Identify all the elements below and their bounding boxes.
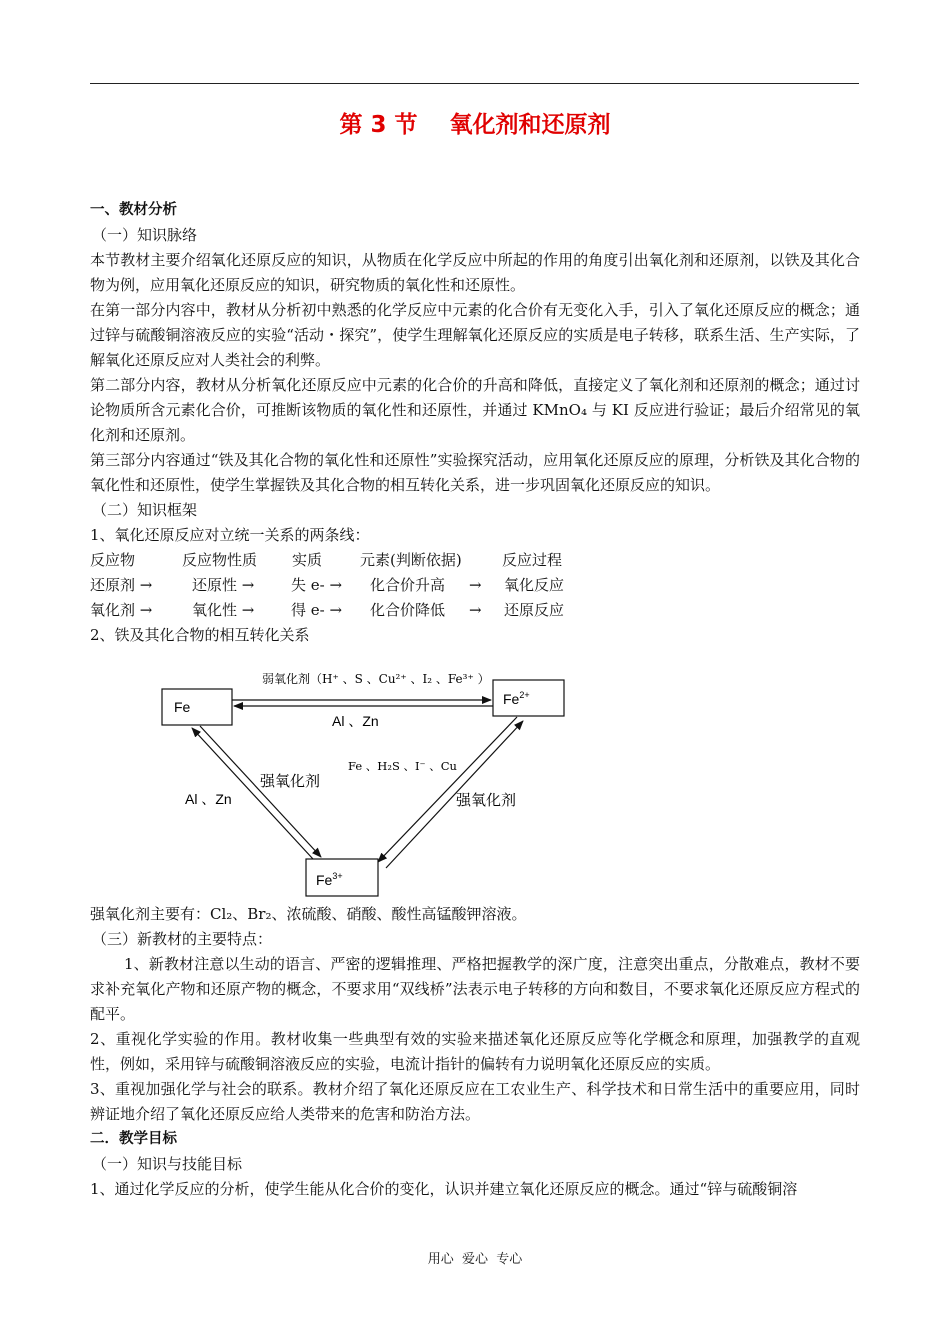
table-cell: 得 e- → [291, 601, 343, 619]
reductant-label-left: Al 、Zn [185, 791, 232, 807]
feature-paragraph: 3、重视加强化学与社会的联系。教材介绍了氧化还原反应在工农业生产、科学技术和日常生活中的重要应用，同时辨证地介绍了氧化还原反应给人类带来的危害和防治方法。 [90, 1080, 860, 1123]
table-header-cell: 反应物 [90, 551, 136, 569]
document-body [90, 198, 860, 1202]
iron-conversion-diagram [90, 652, 860, 902]
framework-line-1: 1、氧化还原反应对立统一关系的两条线： [90, 526, 370, 544]
table-cell: 化合价升高 [370, 576, 446, 594]
fe2-label: $Fe^{2+}$ [503, 690, 530, 707]
reductant-label-top: Al 、Zn [332, 713, 379, 729]
page-footer: 用心 爱心 专心 [427, 1252, 523, 1267]
table-cell: 氧化剂 → [90, 601, 153, 619]
table-cell: 氧化性 → [192, 601, 255, 619]
relation-table-row [90, 573, 860, 598]
table-header-cell: 实质 [292, 551, 323, 569]
strong-oxidants-line: 强氧化剂主要有：Cl₂、Br₂、浓硫酸、硝酸、酸性高锰酸钾溶液。 [90, 905, 527, 923]
table-cell: 化合价降低 [370, 601, 446, 619]
subheading-knowledge-context: （一）知识脉络 [92, 226, 198, 244]
table-cell: → [469, 576, 482, 594]
arrow-fe2-to-fe3 [378, 717, 517, 862]
weak-oxidant-label: 弱氧化剂（H⁺ 、S 、Cu²⁺ 、I₂ 、Fe³⁺ ） [262, 672, 490, 686]
strong-oxidant-label-left: 强氧化剂 [260, 772, 321, 790]
paragraph: 第二部分内容，教材从分析氧化还原反应中元素的化合价的升高和降低，直接定义了氧化剂和还原剂的概念；通过讨论物质所含元素化合价，可推断该物质的氧化性和还原性，并通过 KMnO₄ 与 KI 反应进行验证；最后介绍常见的氧化剂和还原剂。 [90, 376, 860, 444]
subheading-knowledge-framework: （二）知识框架 [92, 501, 198, 519]
table-cell: 还原反应 [504, 601, 565, 619]
fe-box [162, 689, 232, 725]
strong-oxidant-label-right: 强氧化剂 [456, 791, 517, 809]
feature-paragraph: 2、重视化学实验的作用。教材收集一些典型有效的实验来描述氧化还原反应等化学概念和原理，加强教学的直观性，例如，采用锌与硫酸铜溶液反应的实验，电流计指针的偏转有力说明氧化还原反应的实质。 [90, 1030, 860, 1073]
subheading-knowledge-skills: （一）知识与技能目标 [92, 1155, 243, 1173]
feature-paragraph: 1、新教材注意以生动的语言、严密的逻辑推理、严格把握教学的深广度，注意突出重点，分散难点，教材不要求补充氧化产物和还原产物的概念，不要求用“双线桥”法表示电子转移的方向和数目，不要求氧化还原反应方程式的配平。 [90, 955, 860, 1023]
framework-line-2: 2、铁及其化合物的相互转化关系 [90, 626, 310, 644]
table-cell: 失 e- → [291, 576, 343, 594]
header-rule [90, 83, 859, 84]
relation-table-row [90, 598, 860, 623]
table-cell: → [469, 601, 482, 619]
table-cell: 氧化反应 [504, 576, 565, 594]
reductant-label-right: Fe 、H₂S 、I⁻ 、Cu [348, 759, 457, 773]
fe-label: Fe [174, 699, 191, 715]
table-header-cell: 反应过程 [502, 551, 563, 569]
table-header-cell: 元素(判断依据) [360, 551, 462, 569]
iron-conversion-svg [90, 652, 860, 902]
table-cell: 还原剂 → [90, 576, 153, 594]
section-heading-2: 二．教学目标 [90, 1131, 177, 1147]
fe3-label: $Fe^{3+}$ [316, 871, 343, 888]
paragraph: 1、通过化学反应的分析，使学生能从化合价的变化，认识并建立氧化还原反应的概念。通过“锌与硫酸铜溶 [90, 1180, 798, 1198]
relation-table-header [90, 548, 860, 573]
table-header-cell: 反应物性质 [182, 551, 258, 569]
paragraph: 第三部分内容通过“铁及其化合物的氧化性和还原性”实验探究活动，应用氧化还原反应的原理，分析铁及其化合物的氧化性和还原性，使学生掌握铁及其化合物的相互转化关系，进一步巩固氧化还原反应的知识。 [90, 451, 860, 494]
paragraph: 在第一部分内容中，教材从分析初中熟悉的化学反应中元素的化合价有无变化入手，引入了氧化还原反应的概念；通过锌与硫酸铜溶液反应的实验“活动・探究”，使学生理解氧化还原反应的实质是电子转移，联系生活、生产实际，了解氧化还原反应对人类社会的利弊。 [90, 301, 860, 369]
paragraph: 本节教材主要介绍氧化还原反应的知识，从物质在化学反应中所起的作用的角度引出氧化剂和还原剂，以铁及其化合物为例，应用氧化还原反应的知识，研究物质的氧化性和还原性。 [90, 251, 860, 294]
section-heading-1: 一、教材分析 [90, 202, 177, 218]
page-title: 第 3 节 氧化剂和还原剂 [339, 112, 611, 138]
subheading-features: （三）新教材的主要特点： [92, 930, 273, 948]
table-cell: 还原性 → [192, 576, 255, 594]
